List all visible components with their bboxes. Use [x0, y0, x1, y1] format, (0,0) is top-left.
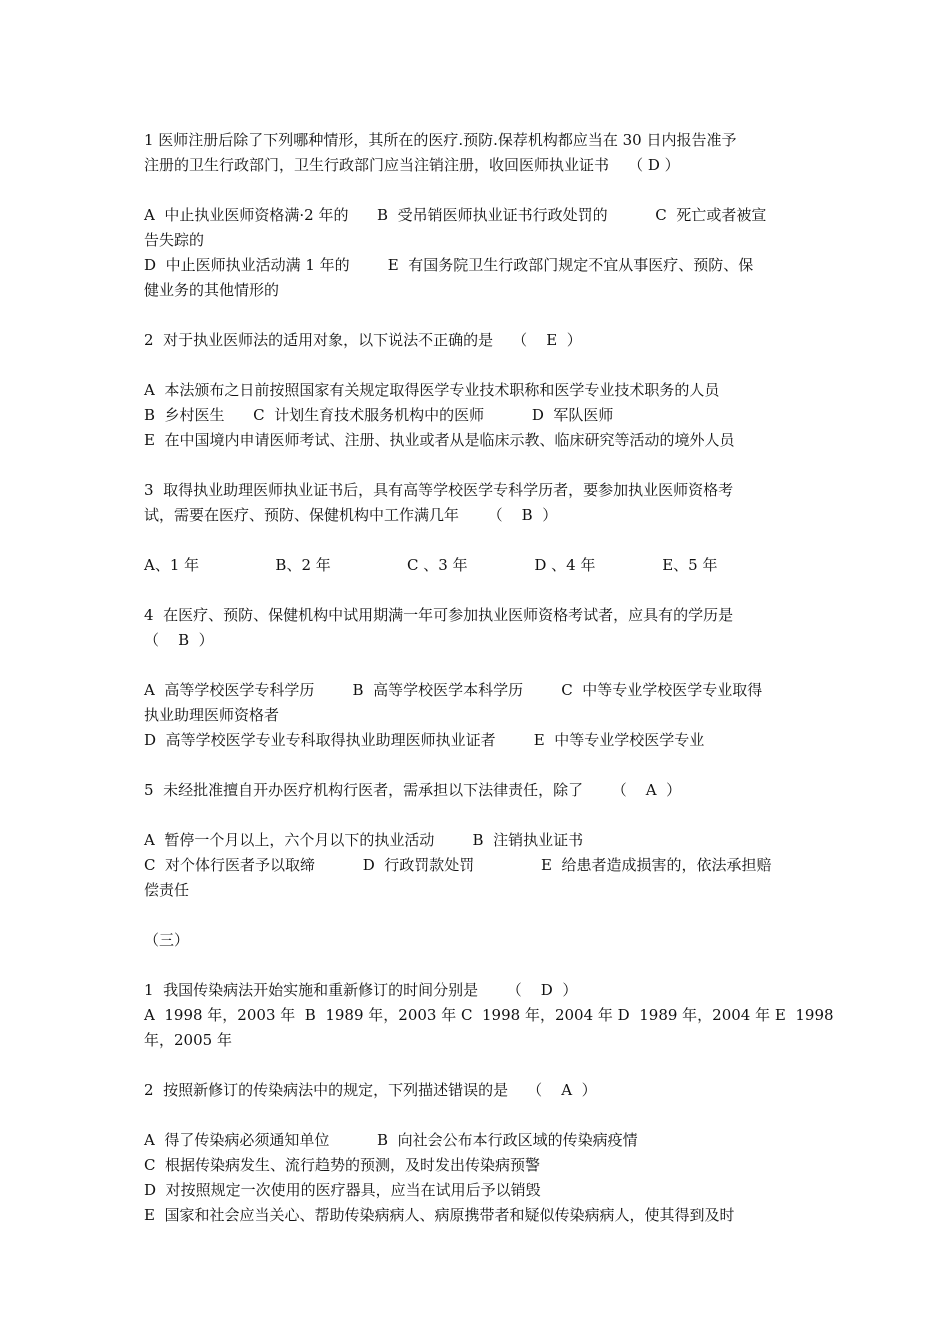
- spacer: [144, 753, 809, 778]
- question-5-options: C 对个体行医者予以取缔 D 行政罚款处罚 E 给患者造成损害的，依法承担赔: [144, 856, 772, 874]
- section-3-question-2-option-ab: A 得了传染病必须通知单位 B 向社会公布本行政区域的传染病疫情: [144, 1131, 638, 1149]
- spacer: [144, 653, 809, 678]
- spacer: [144, 903, 809, 928]
- spacer: [144, 953, 809, 978]
- section-3-question-1-options: A 1998 年，2003 年 B 1989 年，2003 年 C 1998 年，2004 年 D 1989 年，2004 年 E 1998: [144, 1006, 834, 1024]
- question-2-option-e: E 在中国境内申请医师考试、注册、执业或者从是临床示教、临床研究等活动的境外人员: [144, 431, 735, 449]
- spacer: [144, 1103, 809, 1128]
- spacer: [144, 453, 809, 478]
- question-4-options: A 高等学校医学专科学历 B 高等学校医学本科学历 C 中等专业学校医学专业取得: [144, 681, 763, 699]
- spacer: [144, 803, 809, 828]
- section-3-question-2-option-d: D 对按照规定一次使用的医疗器具，应当在试用后予以销毁: [144, 1181, 541, 1199]
- question-4-options: D 高等学校医学专业专科取得执业助理医师执业证者 E 中等专业学校医学专业: [144, 731, 705, 749]
- question-2-option-a: A 本法颁布之日前按照国家有关规定取得医学专业技术职称和医学专业技术职务的人员: [144, 381, 720, 399]
- question-4-answer: （ B ）: [144, 631, 214, 649]
- section-heading: （三）: [144, 931, 190, 949]
- question-1-text: 1 医师注册后除了下列哪种情形，其所在的医疗.预防.保荐机构都应当在 30 日内报告准予: [144, 131, 737, 149]
- spacer: [144, 578, 809, 603]
- spacer: [144, 303, 809, 328]
- spacer: [144, 1053, 809, 1078]
- question-4-options-cont: 执业助理医师资格者: [144, 706, 280, 724]
- document-body: [144, 128, 834, 1228]
- question-3-options: A、1 年 B、2 年 C 、3 年 D 、4 年 E、5 年: [144, 556, 718, 574]
- question-1-options: D 中止医师执业活动满 1 年的 E 有国务院卫生行政部门规定不宜从事医疗、预防、保: [144, 256, 754, 274]
- question-1-text-cont: 注册的卫生行政部门，卫生行政部门应当注销注册，收回医师执业证书 （ D ）: [144, 156, 680, 174]
- section-3-question-1-text: 1 我国传染病法开始实施和重新修订的时间分别是 （ D ）: [144, 981, 578, 999]
- question-1-options: A 中止执业医师资格满·2 年的 B 受吊销医师执业证书行政处罚的 C 死亡或者被宣: [144, 206, 767, 224]
- question-5-options-cont: 偿责任: [144, 881, 190, 899]
- spacer: [144, 178, 809, 203]
- question-2-text: 2 对于执业医师法的适用对象，以下说法不正确的是 （ E ）: [144, 331, 582, 349]
- question-3-text: 3 取得执业助理医师执业证书后，具有高等学校医学专科学历者，要参加执业医师资格考: [144, 481, 734, 499]
- section-3-question-2-text: 2 按照新修订的传染病法中的规定，下列描述错误的是 （ A ）: [144, 1081, 597, 1099]
- section-3-question-2-option-c: C 根据传染病发生、流行趋势的预测，及时发出传染病预警: [144, 1156, 541, 1174]
- spacer: [144, 528, 809, 553]
- question-1-options-cont: 告失踪的: [144, 231, 205, 249]
- question-4-text: 4 在医疗、预防、保健机构中试用期满一年可参加执业医师资格考试者，应具有的学历是: [144, 606, 734, 624]
- question-5-text: 5 未经批准擅自开办医疗机构行医者，需承担以下法律责任，除了 （ A ）: [144, 781, 682, 799]
- question-3-text-cont: 试，需要在医疗、预防、保健机构中工作满几年 （ B ）: [144, 506, 558, 524]
- question-2-options-bcd: B 乡村医生 C 计划生育技术服务机构中的医师 D 军队医师: [144, 406, 614, 424]
- question-1-options-cont: 健业务的其他情形的: [144, 281, 280, 299]
- section-3-question-1-options-cont: 年，2005 年: [144, 1031, 232, 1049]
- section-3-question-2-option-e: E 国家和社会应当关心、帮助传染病病人、病原携带者和疑似传染病病人，使其得到及时: [144, 1206, 735, 1224]
- question-5-options: A 暂停一个月以上，六个月以下的执业活动 B 注销执业证书: [144, 831, 584, 849]
- spacer: [144, 353, 809, 378]
